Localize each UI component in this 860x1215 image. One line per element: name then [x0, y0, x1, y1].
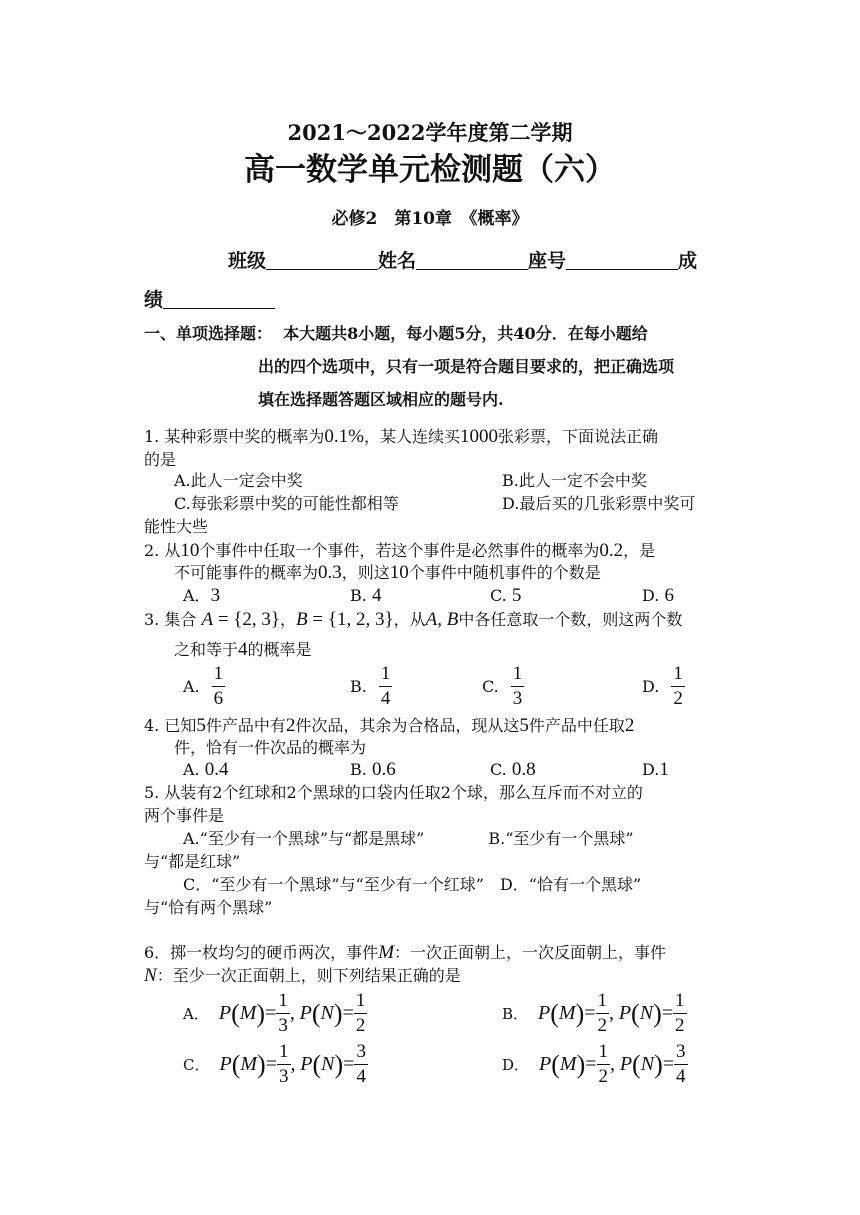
q3-d-den: 2	[673, 688, 683, 709]
q6-c-m-num: 1	[279, 1041, 289, 1062]
q3-option-a-label: A.	[183, 677, 200, 696]
chapter-subtitle: 必修2 第10章 《概率》	[331, 209, 529, 229]
p-symbol: P	[300, 1053, 313, 1075]
q5-option-b-cont: 与“都是红球”	[144, 852, 241, 871]
q1-option-b[interactable]: B.此人一定不会中奖	[502, 471, 647, 490]
q5-stem-line2: 两个事件是	[144, 806, 225, 825]
q3-a-num: 1	[213, 663, 224, 684]
q2-text-d: 不可能事件的概率为	[174, 563, 319, 582]
q6-d-m-den: 2	[598, 1066, 609, 1087]
score-label-1: 成	[678, 250, 698, 272]
q3-text-e: 的概率是	[247, 640, 312, 659]
q1-text-a: 1. 某种彩票中奖的概率为	[144, 427, 325, 446]
q6-c-m-den: 3	[279, 1066, 289, 1087]
q4-option-d-value: 1	[659, 759, 669, 780]
equals-sign: =	[661, 1002, 674, 1024]
q3-a-den: 6	[213, 688, 224, 709]
section1-heading: 一、单项选择题：	[144, 324, 273, 343]
q6-option-d[interactable]: D． P ( M ) = $\frac{1}{2}$ , P ( N ) = $\frac{3}{4}$	[502, 1041, 686, 1087]
q4-option-c-value: 0.8	[511, 759, 536, 780]
q2-option-a-label: A．	[183, 586, 211, 605]
q2-option-a[interactable]	[183, 586, 220, 606]
q6-a-m-den: 3	[278, 1015, 288, 1036]
q1-option-a[interactable]: A.此人一定会中奖	[174, 471, 303, 490]
q6-text-c: ：至少一次正面朝上，则下列结果正确的是	[156, 966, 461, 985]
q6-a-pn-fraction	[354, 991, 368, 1036]
m-symbol: M	[240, 1053, 258, 1075]
q3-c-den: 3	[512, 688, 523, 709]
section1-instr-1: 本大题共8小题，每小题5分，共40分．在每小题给	[283, 324, 648, 343]
n-symbol: N	[639, 1002, 654, 1024]
q2-num-2: 0.2	[599, 540, 624, 561]
q3-option-c-fraction	[511, 664, 525, 709]
q6-a-pm-fraction	[276, 991, 290, 1036]
q1-option-d[interactable]: D.最后买的几张彩票中奖可	[502, 494, 696, 513]
q6-a-n-num: 1	[355, 990, 366, 1011]
q1-text-b: ，某人连续买	[363, 427, 460, 446]
q6-b-n-num: 1	[675, 990, 685, 1011]
seat-label: 座号	[528, 250, 567, 272]
q3-option-b-fraction	[379, 664, 393, 709]
comma: ,	[289, 1002, 295, 1024]
q6-c-n-num: 3	[356, 1041, 366, 1062]
q4-num-4: 2	[624, 715, 635, 736]
q5-option-cd[interactable]: C．“至少有一个黑球”与“至少有一个红球” D．“恰有一个黑球”	[183, 875, 642, 894]
class-label: 班级	[228, 250, 267, 272]
score-blank[interactable]	[163, 290, 275, 309]
q3-text-b: ，从	[393, 610, 426, 629]
page-title: 高一数学单元检测题（六）	[244, 152, 616, 188]
q6-option-c[interactable]: C． P ( M ) = $\frac{1}{3}$ , P ( N ) = $\frac{3}{4}$	[183, 1041, 366, 1087]
n-symbol: N	[640, 1053, 655, 1075]
q6-d-pm-fraction	[597, 1042, 611, 1087]
q3-option-d-label: D.	[642, 677, 660, 696]
q3-d-num: 1	[673, 663, 683, 684]
q4-num-3: 5	[519, 715, 529, 736]
q4-num-2: 2	[285, 715, 296, 736]
q6-stem-line2	[144, 966, 461, 986]
p-symbol: P	[218, 1002, 232, 1024]
q3-set-b: B	[296, 609, 308, 630]
q2-option-d-label: D.	[642, 586, 660, 605]
q3-option-b[interactable]	[350, 664, 392, 709]
q6-b-pn-fraction	[673, 991, 687, 1036]
q6-d-m-num: 1	[598, 1041, 609, 1062]
score-line	[144, 288, 275, 312]
q3-b-den: 4	[380, 688, 391, 709]
q2-stem-line2	[174, 563, 601, 583]
q3-set-a-value: = {2, 3}	[213, 609, 281, 630]
q2-option-b-label: B.	[350, 586, 367, 605]
comma: ,	[609, 1002, 615, 1024]
n-symbol: N	[320, 1002, 334, 1024]
q2-option-d-value: 6	[664, 585, 674, 606]
q3-option-b-label: B.	[350, 677, 367, 696]
q2-num-4: 10	[389, 562, 409, 583]
q4-num-1: 5	[196, 715, 206, 736]
q4-text-d: 件产品中任取	[528, 716, 625, 735]
q3-stem-line1	[144, 610, 682, 630]
m-symbol: M	[558, 1002, 576, 1024]
q1-option-c[interactable]: C.每张彩票中奖的可能性都相等	[174, 494, 399, 513]
score-label-2: 绩	[144, 289, 164, 311]
q4-option-c[interactable]	[490, 760, 536, 780]
q2-option-d[interactable]	[642, 586, 674, 606]
q1-option-d-cont: 能性大些	[144, 517, 209, 536]
q4-stem-line1	[144, 716, 634, 736]
q6-text-b: ：一次正面朝上，一次反面朝上，事件	[394, 943, 667, 962]
q4-option-a-value: 0.4	[204, 759, 229, 780]
p-symbol: P	[539, 1053, 552, 1075]
comma: ,	[610, 1053, 616, 1075]
q3-text-a: 3. 集合	[144, 610, 197, 629]
name-blank[interactable]	[416, 251, 528, 270]
q1-prob-value: 0.1%	[324, 426, 364, 447]
q4-option-d[interactable]	[642, 760, 669, 780]
q2-text-e: ，则这	[341, 563, 390, 582]
p-symbol: P	[618, 1002, 632, 1024]
q6-text-a: 6．掷一枚均匀的硬币两次，事件	[144, 943, 379, 962]
equals-sign: =	[662, 1053, 675, 1075]
q2-stem-line1	[144, 541, 655, 561]
q3-option-d[interactable]	[642, 664, 685, 709]
equals-sign: =	[265, 1002, 277, 1024]
q6-option-a-label: A．	[183, 1005, 209, 1023]
section1-instr-3: 填在选择题答题区域相应的题号内.	[258, 390, 504, 409]
q3-c-num: 1	[512, 663, 523, 684]
p-symbol: P	[538, 1002, 551, 1024]
q6-b-pm-fraction	[596, 991, 610, 1036]
q6-b-m-den: 2	[597, 1015, 608, 1036]
q6-a-n-den: 2	[355, 1015, 366, 1036]
seat-blank[interactable]	[566, 251, 678, 270]
comma: ,	[290, 1053, 296, 1075]
section1-line1	[144, 324, 648, 344]
q1-stem-line2: 的是	[144, 450, 177, 469]
n-symbol: N	[321, 1053, 335, 1075]
q2-num-1: 10	[180, 540, 200, 561]
equals-sign: =	[584, 1002, 596, 1024]
p-symbol: P	[619, 1053, 633, 1075]
student-info-line	[228, 249, 697, 273]
class-blank[interactable]	[266, 251, 378, 270]
m-symbol: M	[559, 1053, 577, 1075]
q4-option-b[interactable]	[350, 760, 396, 780]
q6-option-b-label: B．	[502, 1005, 529, 1023]
q4-option-a-label: A.	[183, 760, 200, 779]
q6-d-pn-fraction	[674, 1042, 688, 1087]
q3-option-d-fraction	[671, 664, 685, 709]
q6-option-c-label: C．	[183, 1056, 210, 1074]
q4-text-a: 4. 已知	[144, 716, 197, 735]
q6-event-n: N	[144, 965, 157, 986]
q6-option-d-label: D．	[502, 1056, 530, 1074]
q3-stem-line2	[174, 640, 312, 660]
q6-a-m-num: 1	[278, 990, 288, 1011]
section1-instr-2: 出的四个选项中，只有一项是符合题目要求的，把正确选项	[258, 357, 675, 376]
q4-option-a[interactable]	[183, 760, 228, 780]
equals-sign: =	[585, 1053, 597, 1075]
equals-sign: =	[343, 1053, 355, 1075]
q4-text-c: 件次品，其余为合格品，现从这	[295, 716, 520, 735]
p-symbol: P	[299, 1002, 312, 1024]
q4-stem-line2: 件，恰有一件次品的概率为	[174, 738, 367, 757]
q2-text-b: 个事件中任取一个事件，若这个事件是必然事件的概率为	[199, 541, 600, 560]
equals-sign: =	[265, 1053, 277, 1075]
q2-option-c-value: 5	[511, 585, 522, 606]
q6-option-a[interactable]: A． P ( M ) = $\frac{1}{3}$ , P ( N ) = $\frac{1}{2}$	[183, 990, 366, 1036]
q6-b-n-den: 2	[675, 1015, 685, 1036]
q2-option-c-label: C.	[490, 586, 507, 605]
q3-ab: A, B	[425, 609, 459, 630]
q3-sum-value: 4	[238, 639, 248, 660]
m-symbol: M	[239, 1002, 257, 1024]
q5-option-d-cont: 与“恰有两个黑球”	[144, 898, 273, 917]
q3-option-a-fraction	[212, 664, 226, 709]
q6-option-b[interactable]: B． P ( M ) = $\frac{1}{2}$ , P ( N ) = $\frac{1}{2}$	[502, 990, 685, 1036]
equals-sign: =	[342, 1002, 354, 1024]
q3-set-a: A	[201, 609, 214, 630]
q3-set-b-value: = {1, 2, 3}	[307, 609, 394, 630]
q6-c-pn-fraction	[354, 1042, 368, 1087]
q4-option-b-label: B.	[350, 760, 367, 779]
q6-stem-line1	[144, 943, 666, 963]
q2-option-b-value: 4	[371, 585, 382, 606]
q6-c-pm-fraction	[277, 1042, 291, 1087]
q2-text-a: 2. 从	[144, 541, 181, 560]
q5-stem-line1: 5. 从装有2个红球和2个黑球的口袋内任取2个球，那么互斥而不对立的	[144, 783, 643, 802]
q4-option-d-label: D.	[642, 760, 660, 779]
q2-text-f: 个事件中随机事件的个数是	[408, 563, 601, 582]
q3-b-num: 1	[380, 663, 391, 684]
q2-option-b[interactable]	[350, 586, 381, 606]
q2-option-c[interactable]	[490, 586, 521, 606]
q2-num-3: 0.3	[318, 562, 342, 583]
q3-text-c: 中各任意取一个数，则这两个数	[458, 610, 683, 629]
q6-d-n-den: 4	[676, 1066, 686, 1087]
q3-option-a[interactable]	[183, 664, 225, 709]
q2-text-c: ，是	[623, 541, 656, 560]
q6-event-m: M	[378, 942, 395, 963]
q5-option-ab[interactable]: A.“至少有一个黑球”与“都是黑球” B.“至少有一个黑球”	[183, 829, 634, 848]
q3-sep: ，	[280, 610, 297, 629]
q1-stem-line1	[144, 427, 658, 447]
q4-option-c-label: C.	[490, 760, 507, 779]
q3-option-c-label: C.	[482, 677, 499, 696]
q6-b-m-num: 1	[597, 990, 608, 1011]
q1-text-c: 张彩票，下面说法正确	[497, 427, 658, 446]
q4-option-b-value: 0.6	[371, 759, 396, 780]
q1-count-value: 1000	[459, 426, 498, 447]
q6-c-n-den: 4	[356, 1066, 366, 1087]
p-symbol: P	[219, 1053, 232, 1075]
q3-option-c[interactable]	[482, 664, 524, 709]
q4-text-b: 件产品中有	[205, 716, 286, 735]
q6-d-n-num: 3	[676, 1041, 686, 1062]
q2-option-a-value: 3	[210, 585, 221, 606]
year-term: 2021～2022学年度第二学期	[287, 120, 573, 145]
q3-text-d: 之和等于	[174, 640, 239, 659]
name-label: 姓名	[378, 250, 417, 272]
